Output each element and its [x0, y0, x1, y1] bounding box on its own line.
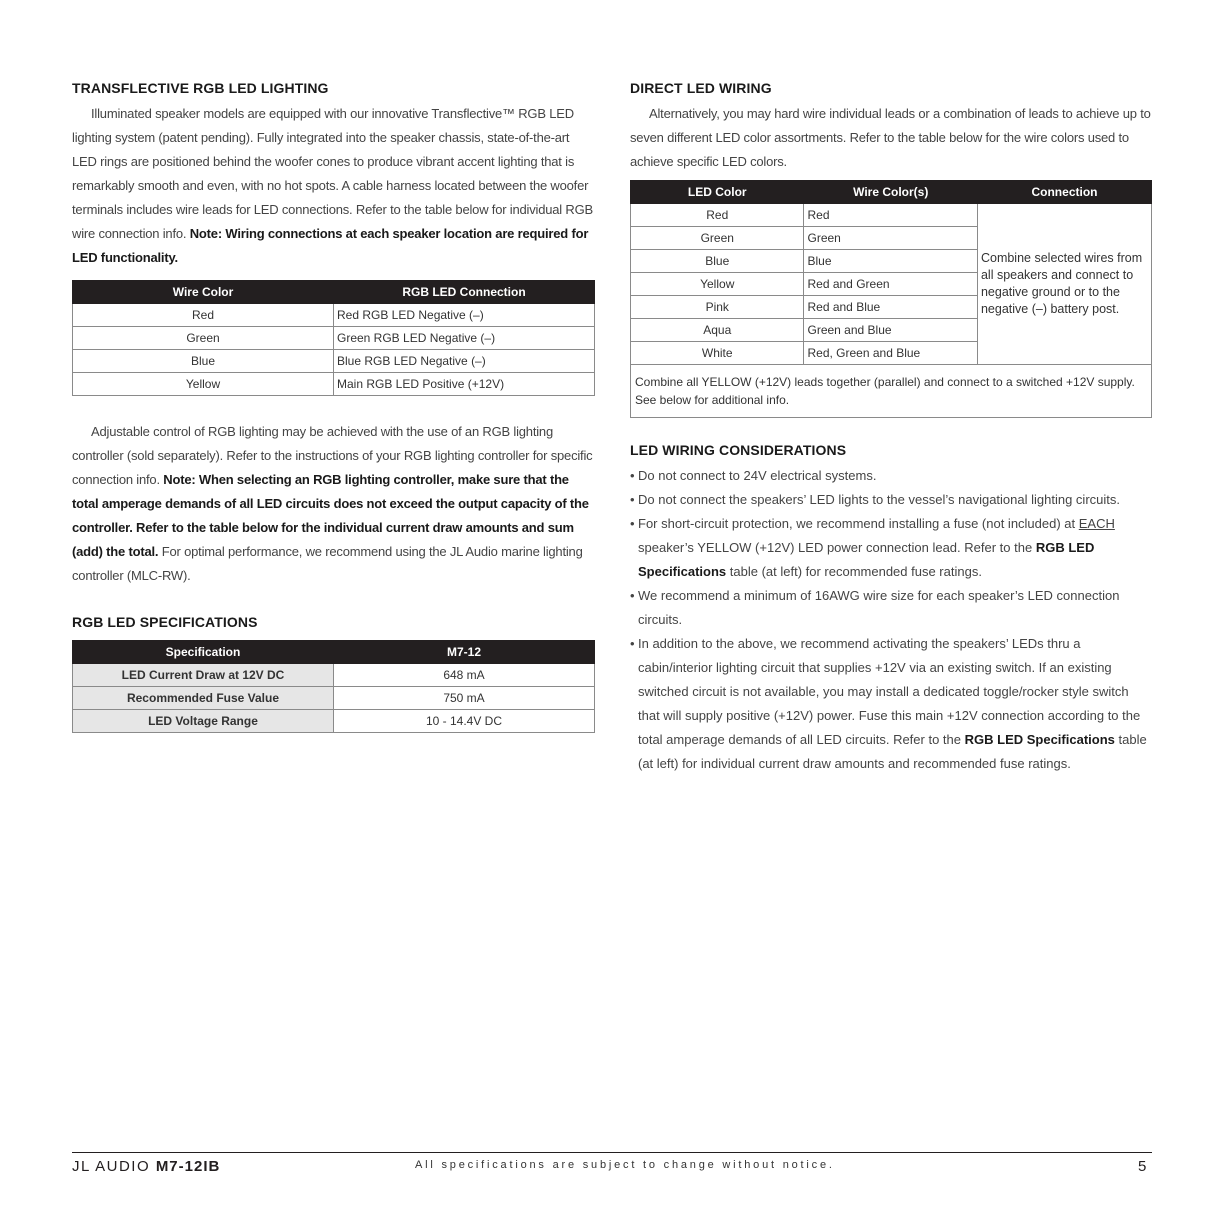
- footer-disclaimer: All specifications are subject to change without notice.: [415, 1159, 835, 1171]
- connection-cell: Red RGB LED Negative (–): [334, 304, 595, 327]
- table-row: [73, 687, 595, 710]
- section-title-considerations: LED WIRING CONSIDERATIONS: [630, 442, 847, 458]
- wire-colors-cell: Red and Blue: [804, 296, 977, 319]
- considerations-list: [630, 464, 1152, 776]
- led-color-cell: Green: [631, 227, 804, 250]
- wire-color-cell: Red: [73, 304, 334, 327]
- right-column: [630, 80, 1152, 776]
- left-column: [72, 80, 595, 733]
- led-color-cell: Blue: [631, 250, 804, 273]
- header-wire-colors: Wire Color(s): [804, 181, 977, 204]
- list-item-text: table (at left) for recommended fuse ratings.: [729, 564, 982, 579]
- controller-note: Note: When selecting an RGB lighting controller, make sure that the total amperage demands of all LED circuits does not exceed the output capacity of the controller. Refer to the table below for the individual current draw amounts and sum (add) the total.: [72, 472, 589, 559]
- connection-cell: Main RGB LED Positive (+12V): [334, 373, 595, 396]
- list-item-text: speaker’s YELLOW (+12V) LED power connection lead. Refer to the: [638, 540, 1033, 555]
- wire-colors-cell: Blue: [804, 250, 977, 273]
- led-color-cell: Red: [631, 204, 804, 227]
- table-note-row: [631, 365, 1152, 418]
- controller-text: Adjustable control of RGB lighting may be achieved with the use of an RGB lighting controller (sold separately). Refer to the instructions of your RGB lighting controller for specific connection info.: [72, 424, 593, 487]
- specifications-table: [72, 640, 595, 733]
- list-item-text: We recommend a minimum of 16AWG wire size for each speaker’s LED connection circuits.: [638, 588, 1120, 627]
- list-item: • Do not connect the speakers’ LED lights to the vessel’s navigational lighting circuits.: [630, 492, 1120, 507]
- table-row: [73, 350, 595, 373]
- controller-recommendation: For optimal performance, we recommend using the JL Audio marine lighting controller (MLC-RW).: [72, 544, 583, 583]
- section-title-specifications: RGB LED SPECIFICATIONS: [72, 614, 258, 630]
- wire-color-cell: Blue: [73, 350, 334, 373]
- header-led-color: LED Color: [631, 181, 804, 204]
- table-row: [73, 710, 595, 733]
- header-connection: Connection: [977, 181, 1151, 204]
- header-rgb-led-connection: RGB LED Connection: [334, 281, 595, 304]
- transflective-paragraph: [72, 102, 595, 270]
- table-row: [73, 664, 595, 687]
- wire-colors-cell: Red and Green: [804, 273, 977, 296]
- page-number: 5: [1138, 1158, 1147, 1175]
- wire-color-cell: Yellow: [73, 373, 334, 396]
- list-item: • For short-circuit protection, we recommend installing a fuse (not included) at EACH speaker’s YELLOW (+12V) LED power connection lead. Refer to the RGB LED Specifications table (at left) for recommended fuse ratings.: [630, 516, 1115, 579]
- list-item: • Do not connect to 24V electrical systems.: [630, 468, 877, 483]
- wire-colors-cell: Red: [804, 204, 977, 227]
- yellow-lead-note: Combine all YELLOW (+12V) leads together (parallel) and connect to a switched +12V supply. See below for additional info.: [631, 365, 1152, 418]
- controller-paragraph: [72, 420, 595, 588]
- table-row: [73, 327, 595, 350]
- wire-colors-cell: Red, Green and Blue: [804, 342, 977, 365]
- table-row: [73, 373, 595, 396]
- led-color-cell: Aqua: [631, 319, 804, 342]
- direct-wiring-paragraph: Alternatively, you may hard wire individual leads or a combination of leads to achieve up to seven different LED color assortments. Refer to the table below for the wire colors used to achieve specific LED colors.: [630, 106, 1151, 169]
- specifications-reference: RGB LED Specifications: [964, 732, 1115, 747]
- list-item-text: In addition to the above, we recommend activating the speakers’ LEDs thru a cabin/interior lighting circuit that supplies +12V via an existing switch. If an existing switched circuit is not available, you may install a dedicated toggle/rocker style switch that will supply positive (+12V) power. Fuse this main +12V connection according to the total amperage demands of all LED circuits. Refer to the: [638, 636, 1141, 747]
- brand-name: JL AUDIO: [72, 1158, 151, 1175]
- connection-instructions-cell: Combine selected wires from all speakers and connect to negative ground or to the negative (–) battery post.: [977, 204, 1151, 365]
- transflective-text: Illuminated speaker models are equipped with our innovative Transflective™ RGB LED lighting system (patent pending). Fully integrated into the speaker chassis, state-of-the-art LED rings are positioned behind the woofer cones to produce vibrant accent lighting that is remarkably smooth and even, with no hot spots. A cable harness located between the woofer terminals includes wire leads for LED connections. Refer to the table below for individual RGB wire connection info.: [72, 106, 593, 241]
- spec-label-cell: Recommended Fuse Value: [73, 687, 334, 710]
- table-header-row: [73, 281, 595, 304]
- led-color-table: [630, 180, 1152, 418]
- connection-cell: Green RGB LED Negative (–): [334, 327, 595, 350]
- table-header-row: [631, 181, 1152, 204]
- specifications-reference: RGB LED Specifications: [638, 540, 1095, 579]
- model-name: M7-12IB: [155, 1158, 221, 1175]
- wire-color-table: [72, 280, 595, 396]
- header-wire-color: Wire Color: [73, 281, 334, 304]
- table-header-row: [73, 641, 595, 664]
- header-model: M7-12: [334, 641, 595, 664]
- led-color-cell: Yellow: [631, 273, 804, 296]
- list-item-text: Do not connect to 24V electrical systems.: [638, 468, 877, 483]
- section-title-transflective: TRANSFLECTIVE RGB LED LIGHTING: [72, 80, 329, 96]
- spec-value-cell: 750 mA: [334, 687, 595, 710]
- list-item-text: Do not connect the speakers’ LED lights to the vessel’s navigational lighting circuits.: [638, 492, 1120, 507]
- spec-value-cell: 648 mA: [334, 664, 595, 687]
- emphasis-each: EACH: [1078, 516, 1115, 531]
- table-row: [73, 304, 595, 327]
- list-item: • We recommend a minimum of 16AWG wire size for each speaker’s LED connection circuits.: [630, 588, 1120, 627]
- section-title-direct-wiring: DIRECT LED WIRING: [630, 80, 772, 96]
- footer-brand: [72, 1158, 220, 1175]
- spec-label-cell: LED Current Draw at 12V DC: [73, 664, 334, 687]
- list-item-text: For short-circuit protection, we recommend installing a fuse (not included) at: [638, 516, 1076, 531]
- footer-divider: [72, 1152, 1152, 1153]
- list-item-text: table (at left) for individual current draw amounts and recommended fuse ratings.: [638, 732, 1147, 771]
- transflective-note: Note: Wiring connections at each speaker location are required for LED functionality.: [72, 226, 589, 265]
- led-color-cell: White: [631, 342, 804, 365]
- spec-value-cell: 10 - 14.4V DC: [334, 710, 595, 733]
- wire-colors-cell: Green and Blue: [804, 319, 977, 342]
- led-color-cell: Pink: [631, 296, 804, 319]
- connection-cell: Blue RGB LED Negative (–): [334, 350, 595, 373]
- table-row: [631, 204, 1152, 227]
- spec-label-cell: LED Voltage Range: [73, 710, 334, 733]
- list-item: • In addition to the above, we recommend activating the speakers’ LEDs thru a cabin/interior lighting circuit that supplies +12V via an existing switch. If an existing switched circuit is not available, you may install a dedicated toggle/rocker style switch that will supply positive (+12V) power. Fuse this main +12V connection according to the total amperage demands of all LED circuits. Refer to the RGB LED Specifications table (at left) for individual current draw amounts and recommended fuse ratings.: [630, 636, 1147, 771]
- header-specification: Specification: [73, 641, 334, 664]
- wire-colors-cell: Green: [804, 227, 977, 250]
- wire-color-cell: Green: [73, 327, 334, 350]
